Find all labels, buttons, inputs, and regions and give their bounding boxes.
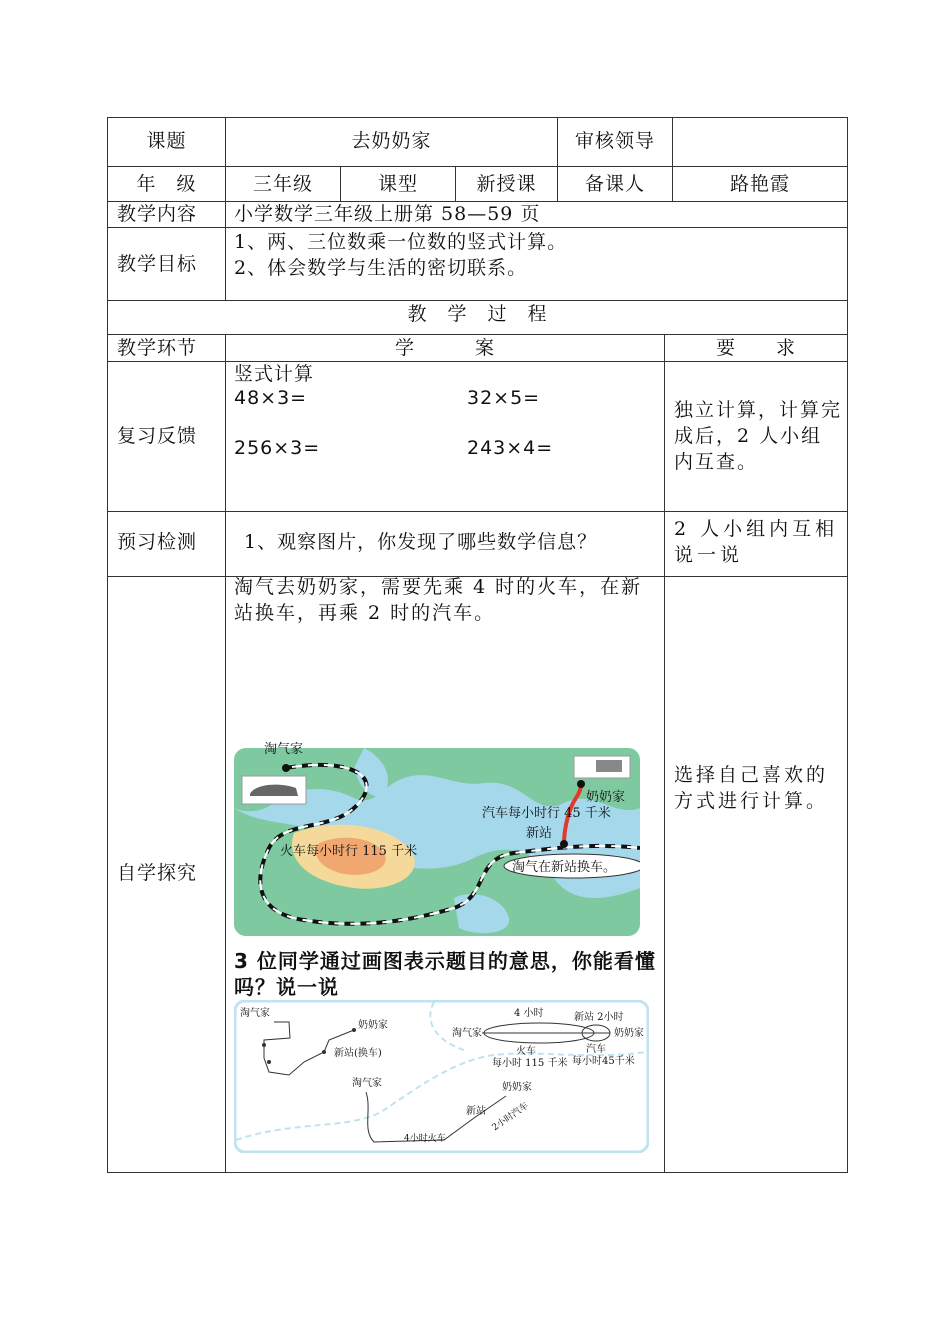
sketch-c-home: 淘气家 (452, 1028, 482, 1039)
process-title: 教 学 过 程 (407, 303, 548, 325)
column-stage: 教学环节 (117, 337, 198, 359)
route-map (234, 742, 640, 936)
grade-value: 三年级 (252, 173, 313, 195)
topic-label: 课题 (146, 130, 187, 152)
preparer-value: 路艳霞 (729, 173, 790, 195)
selfstudy-text: 淘气去奶奶家，需要先乘 4 时的火车，在新站换车，再乘 2 时的汽车。 (234, 576, 643, 624)
selfstudy-requirement: 选择自己喜欢的方式进行计算。 (674, 764, 829, 812)
sketch-c-train: 火车 (516, 1046, 536, 1057)
map-bus-speed-label: 汽车每小时行 45 千米 (482, 806, 611, 821)
content-value: 小学数学三年级上册第 58—59 页 (234, 203, 541, 225)
review-stage: 复习反馈 (117, 425, 198, 447)
sketch-b-bus: 2小时汽车 (490, 1101, 531, 1134)
sketch-a-home: 淘气家 (240, 1008, 270, 1019)
map-home-label: 淘气家 (264, 742, 304, 757)
sketch-b-home: 淘气家 (352, 1078, 382, 1089)
goals-label: 教学目标 (117, 253, 198, 275)
sketch-c-bus-speed: 每小时45千米 (572, 1056, 635, 1067)
sketch-a-grandma: 奶奶家 (358, 1020, 388, 1031)
goal-item: 2、体会数学与生活的密切联系。 (234, 257, 528, 279)
table-border (847, 117, 848, 1173)
reviewer-label: 审核领导 (574, 130, 655, 152)
table-border (664, 334, 665, 1173)
preview-question: 1、观察图片，你发现了哪些数学信息？ (244, 531, 598, 553)
preparer-label: 备课人 (584, 173, 645, 195)
student-sketches (234, 1000, 649, 1153)
map-train-speed-label: 火车每小时行 115 千米 (280, 844, 418, 859)
selfstudy-bold-text: 3 位同学通过画图表示题目的意思，你能看懂吗？说一说 (234, 949, 656, 999)
table-border (107, 361, 848, 362)
column-requirement: 要 求 (715, 337, 796, 359)
column-plan: 学 案 (394, 337, 495, 359)
sketch-b-station: 新站 (466, 1106, 486, 1117)
map-bubble-label: 淘气在新站换车。 (512, 860, 617, 875)
sketch-c-grandma: 奶奶家 (614, 1028, 644, 1039)
grade-label: 年 级 (136, 173, 197, 195)
sketch-c-hours: 4 小时 (514, 1008, 544, 1019)
type-label: 课型 (377, 173, 418, 195)
map-grandma-label: 奶奶家 (586, 790, 626, 805)
goal-item: 1、两、三位数乘一位数的竖式计算。 (234, 231, 568, 253)
sketch-c-bus: 汽车 (586, 1044, 606, 1055)
table-border (107, 227, 848, 228)
table-border (225, 334, 226, 1173)
content-label: 教学内容 (117, 203, 198, 225)
preview-stage: 预习检测 (117, 531, 198, 553)
map-station-label: 新站 (526, 826, 553, 841)
review-requirement: 独立计算，计算完成后，2 人小组内互查。 (674, 399, 843, 473)
review-heading: 竖式计算 (234, 363, 315, 385)
sketch-b-train: 4小时火车 (404, 1134, 446, 1144)
sketch-a-station: 新站(换车) (334, 1048, 382, 1059)
sketch-c-train-speed: 每小时 115 千米 (492, 1058, 568, 1069)
table-border (107, 117, 848, 118)
table-border (107, 1172, 848, 1173)
table-border (107, 117, 108, 1173)
review-problem: 243×4= (467, 437, 554, 459)
table-border (107, 511, 848, 512)
sketch-b-grandma: 奶奶家 (502, 1082, 532, 1093)
review-problem: 256×3= (234, 437, 321, 459)
review-problem: 48×3= (234, 387, 308, 409)
sketch-c-station: 新站 2小时 (574, 1012, 624, 1023)
table-border (107, 166, 848, 167)
selfstudy-stage: 自学探究 (117, 862, 198, 884)
type-value: 新授课 (476, 173, 537, 195)
preview-requirement: 2 人小组内互相说一说 (674, 518, 839, 566)
review-problem: 32×5= (467, 387, 541, 409)
topic-value: 去奶奶家 (351, 130, 432, 152)
